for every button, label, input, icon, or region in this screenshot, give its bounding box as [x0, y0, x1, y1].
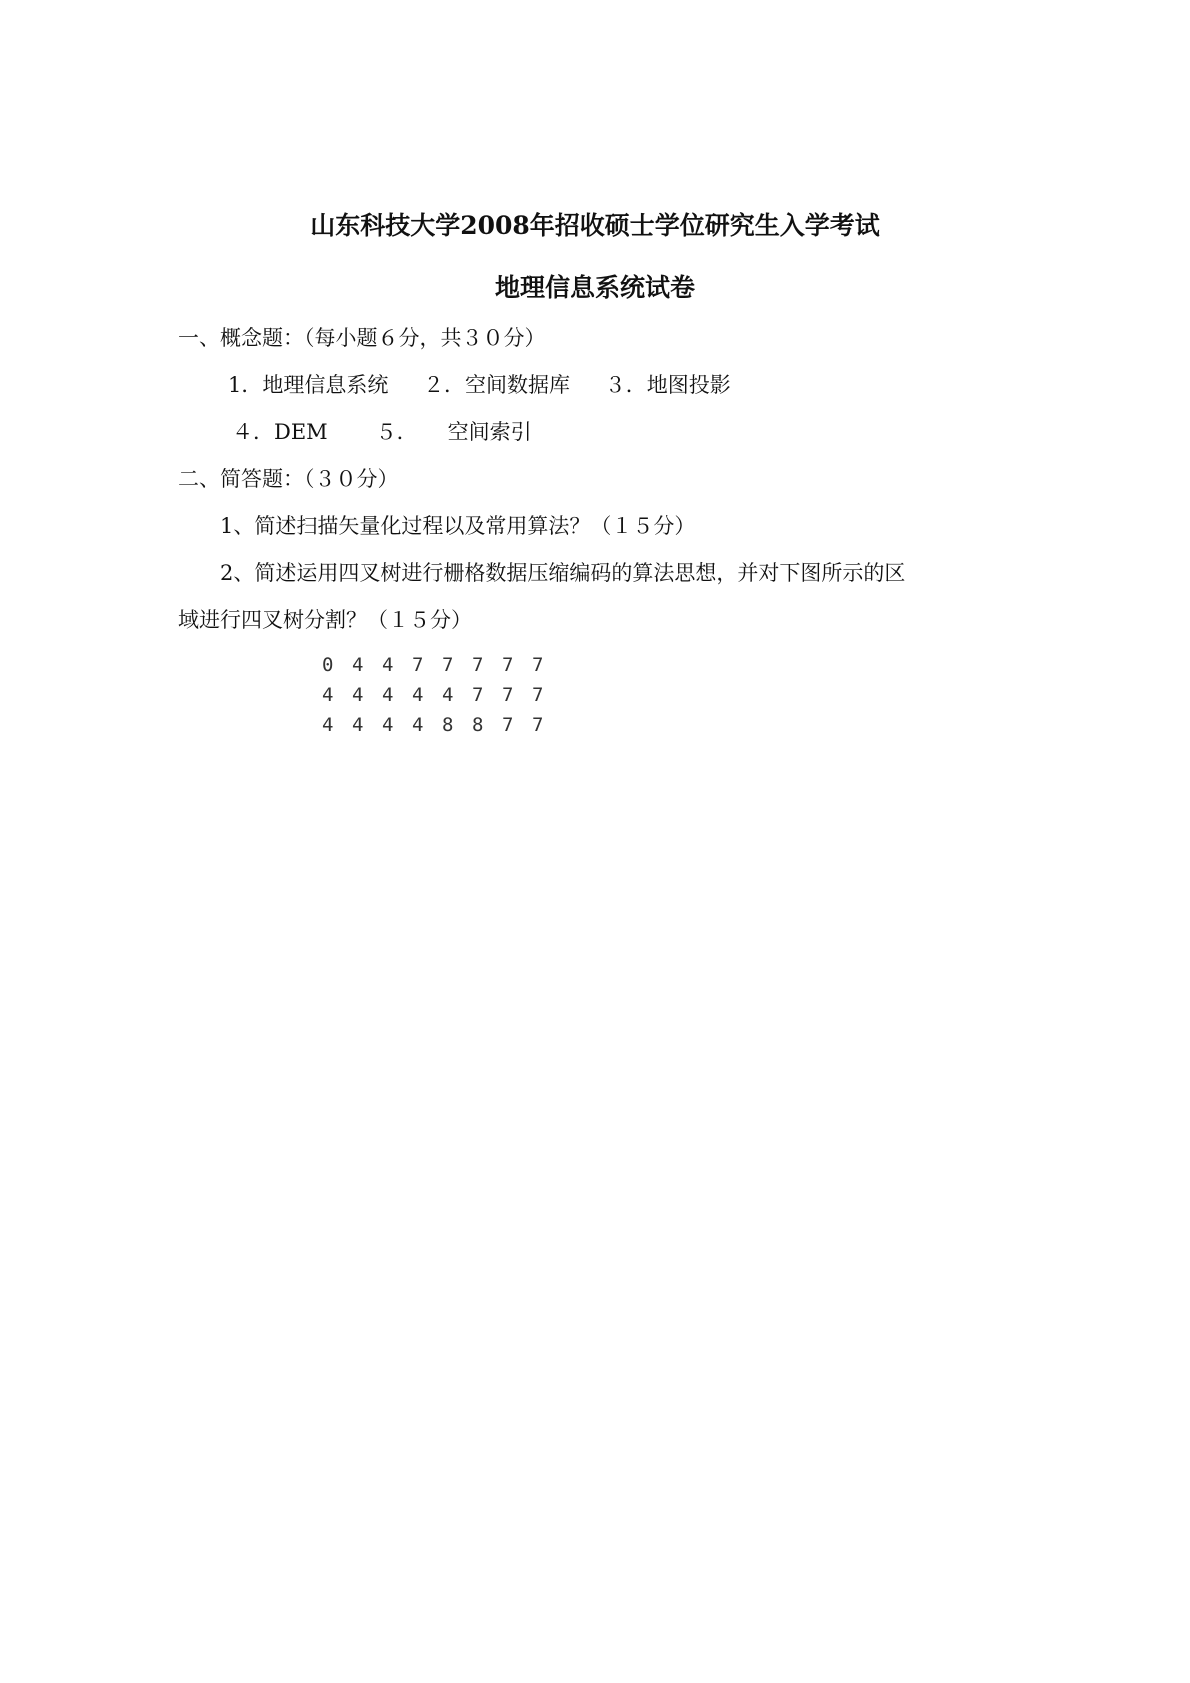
grid-cell: 4: [352, 684, 364, 706]
grid-cell: 7: [412, 654, 424, 676]
grid-row: [322, 650, 562, 680]
grid-cell: 7: [502, 714, 514, 736]
section-concepts-heading: 一、概念题：（每小题６分，共３０分）: [178, 326, 546, 350]
grid-cell: 4: [352, 654, 364, 676]
section-short-answer-heading: 二、简答题：（３０分）: [178, 467, 399, 491]
concept-items-row-1: [228, 373, 759, 398]
grid-cell: 8: [472, 714, 484, 736]
grid-cell: 4: [442, 684, 454, 706]
concept-item-4: ４．DEM: [232, 420, 328, 444]
grid-cell: 4: [412, 714, 424, 736]
grid-row: [322, 680, 562, 710]
grid-cell: 4: [382, 684, 394, 706]
grid-cell: 4: [322, 684, 334, 706]
grid-cell: 4: [352, 714, 364, 736]
grid-cell: 4: [412, 684, 424, 706]
concept-item-1: 1．地理信息系统: [228, 373, 389, 397]
concept-item-5-number: ５．: [375, 420, 418, 444]
grid-cell: 4: [382, 654, 394, 676]
grid-row: [322, 710, 562, 740]
grid-cell: 7: [502, 684, 514, 706]
question-1: 1、简述扫描矢量化过程以及常用算法？（１５分）: [220, 514, 696, 538]
grid-cell: 8: [442, 714, 454, 736]
grid-cell: 7: [472, 684, 484, 706]
grid-cell: 0: [322, 654, 334, 676]
grid-cell: 4: [382, 714, 394, 736]
question-2-line-2: 域进行四叉树分割？（１５分）: [178, 608, 472, 632]
grid-cell: 7: [502, 654, 514, 676]
grid-cell: 7: [532, 714, 544, 736]
grid-cell: 7: [532, 654, 544, 676]
grid-cell: 4: [322, 714, 334, 736]
raster-grid: [322, 650, 562, 740]
question-2-line-1: 2、简述运用四叉树进行栅格数据压缩编码的算法思想，并对下图所示的区: [220, 561, 906, 585]
grid-cell: 7: [532, 684, 544, 706]
exam-title: 山东科技大学2008年招收硕士学位研究生入学考试: [310, 211, 880, 240]
concept-item-3: ３．地图投影: [604, 373, 731, 397]
concept-items-row-2: [232, 420, 532, 445]
concept-item-5-text: 空间索引: [447, 420, 532, 444]
concept-item-2: ２．空间数据库: [423, 373, 571, 397]
grid-cell: 7: [472, 654, 484, 676]
exam-subtitle: 地理信息系统试卷: [494, 273, 695, 302]
grid-cell: 7: [442, 654, 454, 676]
